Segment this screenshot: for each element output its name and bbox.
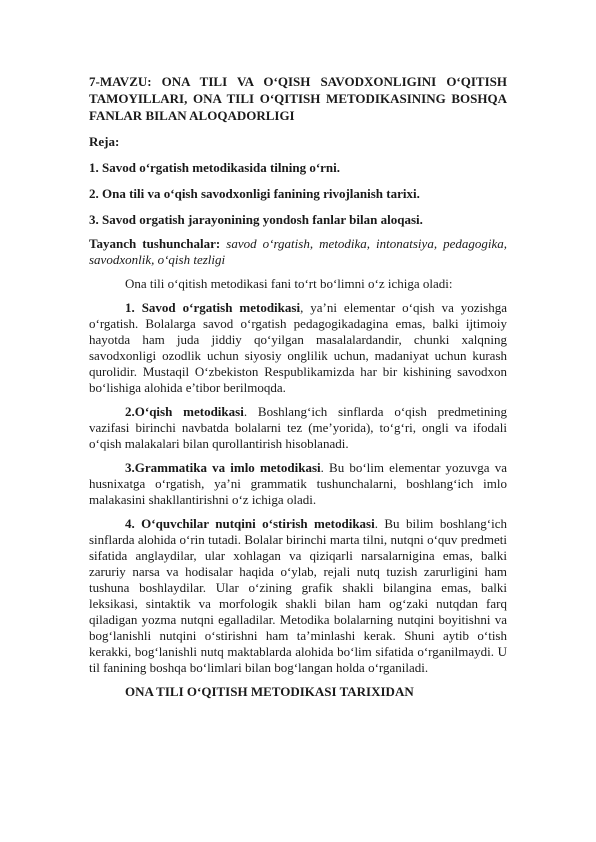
section-heading: 1. Savod o‘rgatish metodikasi bbox=[125, 300, 301, 315]
section-heading: 4. O‘quvchilar nutqini o‘stirish metodikasi bbox=[125, 516, 375, 531]
section-paragraph bbox=[89, 300, 507, 396]
plan-item: 1. Savod o‘rgatish metodikasida tilning o‘rni. bbox=[89, 160, 341, 175]
section-text: . Boshlang‘ich sinflarda o‘qish predmetining vazifasi birinchi navbatda bolalarni tez (me’yorida), to‘g‘ri, ongli va ifodali o‘qish malakalari bilan qurollantirish hisoblanadi. bbox=[89, 404, 507, 451]
plan-item: 3. Savod orgatish jarayonining yondosh fanlar bilan aloqasi. bbox=[89, 212, 423, 227]
key-terms bbox=[89, 236, 507, 268]
intro-paragraph: Ona tili o‘qitish metodikasi fani to‘rt bo‘limni o‘z ichiga oladi: bbox=[125, 276, 453, 291]
section-heading: 3.Grammatika va imlo metodikasi bbox=[125, 460, 321, 475]
plan-item: 2. Ona tili va o‘qish savodxonligi fanining rivojlanish tarixi. bbox=[89, 186, 420, 201]
section-heading: 2.O‘qish metodikasi bbox=[125, 404, 244, 419]
closing-heading: ONA TILI O‘QITISH METODIKASI TARIXIDAN bbox=[125, 684, 414, 699]
section-text: . Bu bilim boshlang‘ich sinflarda alohida o‘rin tutadi. Bolalar birinchi marta tilni, nutqni o‘quv predmeti sifatida anglaydilar, ular xohlagan va qiziqarli narsalarnigina emas, balki zaruriy narsa va hodisalar haqida o‘ylab, rejali nutq tuzish zarurligini ham tushuna boshlaydilar. Ular o‘zining grafik shakli bilangina emas, balki leksikasi, sintaktik va morfologik shakli bilan ham og‘zaki nutqdan farq qiladigan yozma nutqni egalladilar. Metodika bolalarning nutqini boyitishni va bog‘lanishli nutqini o‘stirishni ham ta’minlashi kerak. Shuni aytib o‘tish kerakki, bog‘lanishli nutq maktablarda alohida bo‘lim sifatida o‘rganilmaydi. U til fanining boshqa bo‘limlari bilan bog‘langan holda o‘rganiladi. bbox=[89, 516, 507, 675]
section-paragraph bbox=[89, 404, 507, 452]
section-text: . Bu bo‘lim elementar yozuvga va husnixatga o‘rgatish, ya’ni grammatik tushunchalarni, boshlang‘ich imlo malakasini shakllantirishni o‘z ichiga oladi. bbox=[89, 460, 507, 507]
key-terms-label: Tayanch tushunchalar: bbox=[89, 236, 221, 251]
topic-title: 7-MAVZU: ONA TILI VA O‘QISH SAVODXONLIGINI O‘QITISH TAMOYILLARI, ONA TILI O‘QITISH METODIKASINING BOSHQA FANLAR BILAN ALOQADORLIGI bbox=[89, 74, 507, 123]
section-text: , ya’ni elementar o‘qish va yozishga o‘rgatish. Bolalarga savod o‘rgatish pedagogikadagina emas, balki ijtimoiy hayotda ham juda jiddiy qo‘yilgan masalalardandir, chunki xalqning savodxonligi ozodlik uchun siyosiy onglilik uchun, madaniyat uchun kurash qurolidir. Mustaqil O‘zbekiston Respublikamizda har bir kishining savodxon bo‘lishiga alohida e’tibor berilmoqda. bbox=[89, 300, 507, 395]
section-paragraph bbox=[89, 460, 507, 508]
plan-label: Reja: bbox=[89, 134, 120, 149]
section-paragraph bbox=[89, 516, 507, 676]
key-terms-text: savod o‘rgatish, metodika, intonatsiya, pedagogika, savodxonlik, o‘qish tezligi bbox=[89, 236, 507, 267]
document-body bbox=[89, 73, 507, 700]
